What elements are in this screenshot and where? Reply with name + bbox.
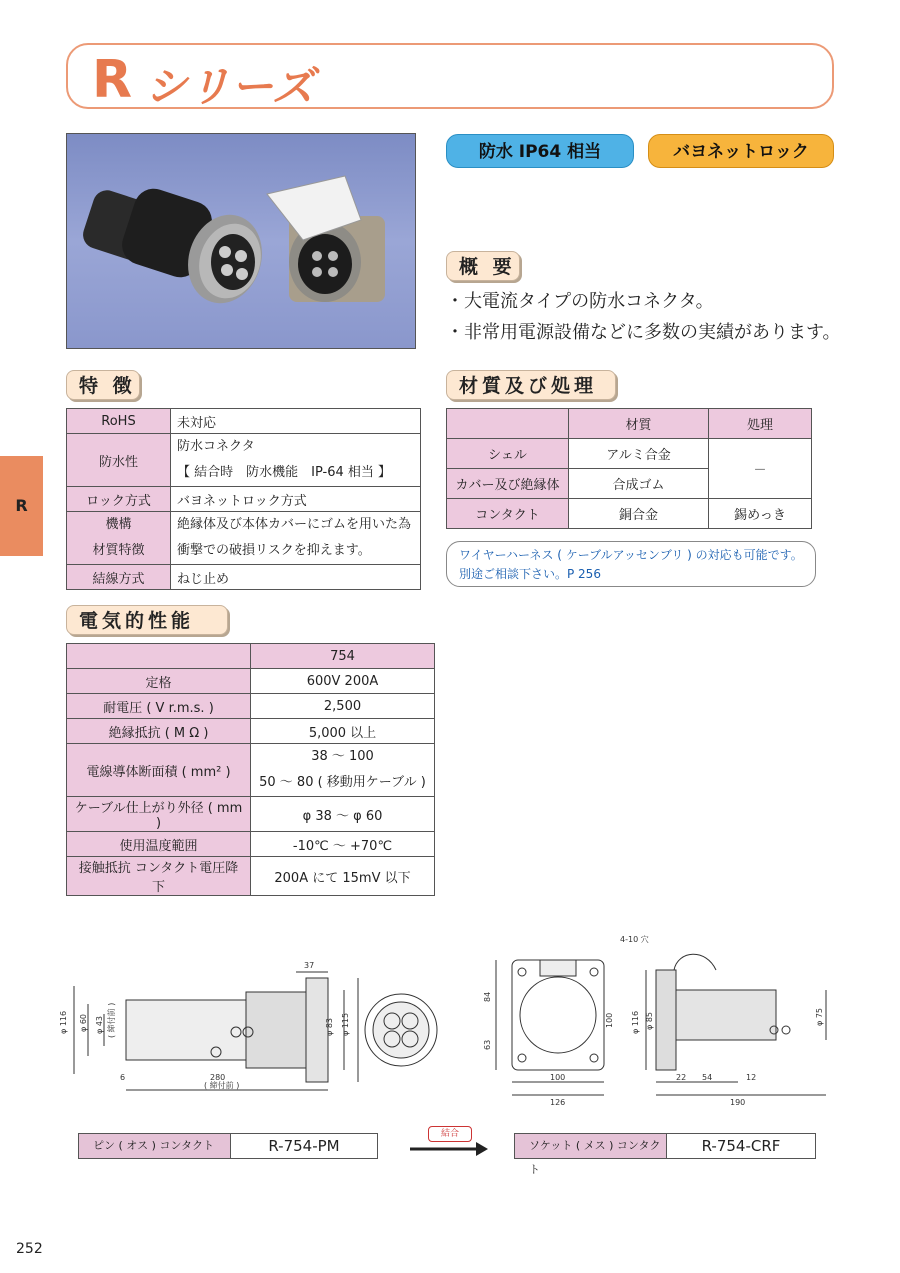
feature-label [67, 512, 171, 565]
model-header: 754 [251, 644, 435, 669]
feature-label: 結線方式 [67, 565, 171, 590]
table-row [447, 439, 812, 469]
table-row [67, 565, 421, 590]
spec-label: 使用温度範囲 [67, 832, 251, 857]
spec-value: 200A にて 15mV 以下 [251, 857, 435, 896]
table-row [67, 512, 421, 565]
dim-label: 63 [483, 1039, 492, 1050]
feature-value: ねじ止め [171, 565, 421, 590]
electrical-table [66, 643, 435, 896]
overview-bullet-2: ・非常用電源設備などに多数の実績があります。 [446, 322, 841, 343]
product-photo [66, 133, 416, 349]
feature-value-line: 衝撃での破損リスクを抑えます。 [177, 543, 371, 558]
part-label: カバー及び絶縁体 [447, 469, 569, 499]
feature-value [171, 512, 421, 565]
harness-note [446, 541, 816, 587]
dim-label: 100 [550, 1073, 566, 1082]
table-row [67, 857, 435, 896]
series-title: シリーズ [145, 62, 315, 111]
feature-label: ロック方式 [67, 487, 171, 512]
materials-table [446, 408, 812, 529]
table-row [67, 797, 435, 832]
spec-label: ケーブル仕上がり外径 ( mm ) [67, 797, 251, 832]
dim-label: 84 [483, 991, 492, 1002]
dim-label: φ 115 [341, 1012, 350, 1036]
dim-label: φ 85 [645, 1012, 654, 1030]
electrical-heading: 電気的性能 [66, 605, 228, 635]
table-row [67, 487, 421, 512]
feature-label-line: 機構 [105, 517, 132, 532]
dim-label: 190 [730, 1098, 746, 1107]
spec-label: 接触抵抗 コンタクト電圧降下 [67, 857, 251, 896]
spec-value: 600V 200A [251, 669, 435, 694]
dim-label: 4-10 穴 [620, 935, 649, 944]
dim-label: 37 [304, 961, 315, 970]
spec-label: 定格 [67, 669, 251, 694]
pin-contact-model: R-754-PM [268, 1137, 340, 1155]
table-header-row [447, 409, 812, 439]
material-value: 銅合金 [569, 499, 709, 529]
feature-value: 未対応 [171, 409, 421, 434]
part-label: シェル [447, 439, 569, 469]
table-row [67, 694, 435, 719]
feature-value-line: 絶縁体及び本体カバーにゴムを用いた為 [177, 517, 412, 532]
dim-label: ( 締付前 ) [107, 1002, 116, 1038]
dim-label: φ 116 [631, 1010, 640, 1034]
table-row [67, 669, 435, 694]
overview-heading: 概 要 [446, 251, 520, 281]
dim-label: φ 43 [95, 1016, 104, 1034]
dim-label: φ 60 [79, 1014, 88, 1032]
dim-label: 126 [550, 1098, 566, 1107]
spec-value: 5,000 以上 [251, 719, 435, 744]
table-row [67, 434, 421, 487]
spec-value: 2,500 [251, 694, 435, 719]
socket-contact-model: R-754-CRF [701, 1137, 781, 1155]
corner-cell [67, 644, 251, 669]
spec-label: 耐電圧 ( V r.m.s. ) [67, 694, 251, 719]
corner-cell [447, 409, 569, 439]
pin-contact-label [78, 1133, 378, 1159]
waterproof-badge: 防水 IP64 相当 [446, 134, 634, 168]
join-label: 結合 [428, 1126, 472, 1142]
dim-label: 6 [120, 1073, 126, 1082]
series-letter: R [92, 50, 133, 110]
dim-label: ( 締付前 ) [204, 1081, 240, 1090]
material-value: 合成ゴム [569, 469, 709, 499]
table-header-row [67, 644, 435, 669]
column-header-material: 材質 [569, 409, 709, 439]
dim-label: 280 [210, 1073, 226, 1082]
dim-label: φ 75 [815, 1008, 824, 1026]
spec-value: φ 38 ～ φ 60 [251, 797, 435, 832]
dim-label: 100 [605, 1012, 614, 1028]
feature-value: バヨネットロック方式 [171, 487, 421, 512]
socket-contact-label [514, 1133, 816, 1176]
feature-label: 防水性 [67, 434, 171, 487]
bayonet-lock-badge: バヨネットロック [648, 134, 834, 168]
materials-heading: 材質及び処理 [446, 370, 616, 400]
dim-label: 12 [746, 1073, 757, 1082]
table-row [67, 719, 435, 744]
socket-contact-type: ソケット ( メス ) コンタクト [515, 1134, 667, 1158]
spec-label: 絶縁抵抗 ( M Ω ) [67, 719, 251, 744]
dim-label: φ 83 [325, 1018, 334, 1036]
pin-contact-type: ピン ( オス ) コンタクト [79, 1134, 231, 1158]
table-row [67, 744, 435, 797]
spec-value: -10℃ ～ +70℃ [251, 832, 435, 857]
part-label: コンタクト [447, 499, 569, 529]
table-row [67, 832, 435, 857]
spec-value-line: 38 ～ 100 [311, 749, 374, 764]
feature-value-line: 【 結合時 防水機能 IP-64 相当 】 [177, 465, 392, 480]
spec-value [251, 744, 435, 797]
treatment-value: － [709, 439, 812, 499]
table-row [67, 409, 421, 434]
table-row [447, 499, 812, 529]
feature-value-line: 防水コネクタ [177, 439, 255, 454]
features-heading: 特 徴 [66, 370, 140, 400]
note-line: 別途ご相談下さい。P 256 [459, 567, 601, 581]
treatment-value: 錫めっき [709, 499, 812, 529]
spec-label: 電線導体断面積 ( mm² ) [67, 744, 251, 797]
page-number: 252 [16, 1241, 43, 1257]
series-side-tab: R [0, 456, 43, 556]
feature-label-line: 材質特徴 [92, 543, 145, 558]
feature-label: RoHS [67, 409, 171, 434]
dim-label: 54 [702, 1073, 713, 1082]
join-arrow-icon [410, 1140, 490, 1160]
dim-label: 22 [676, 1073, 687, 1082]
column-header-treatment: 処理 [709, 409, 812, 439]
technical-drawings [59, 930, 836, 1110]
dim-label: φ 116 [59, 1010, 68, 1034]
note-line: ワイヤーハーネス ( ケーブルアッセンブリ ) の対応も可能です。 [459, 548, 803, 562]
material-value: アルミ合金 [569, 439, 709, 469]
overview-bullet-1: ・大電流タイプの防水コネクタ。 [446, 291, 714, 312]
spec-value-line: 50 ～ 80 ( 移動用ケーブル ) [259, 775, 426, 790]
features-table [66, 408, 421, 590]
feature-value [171, 434, 421, 487]
